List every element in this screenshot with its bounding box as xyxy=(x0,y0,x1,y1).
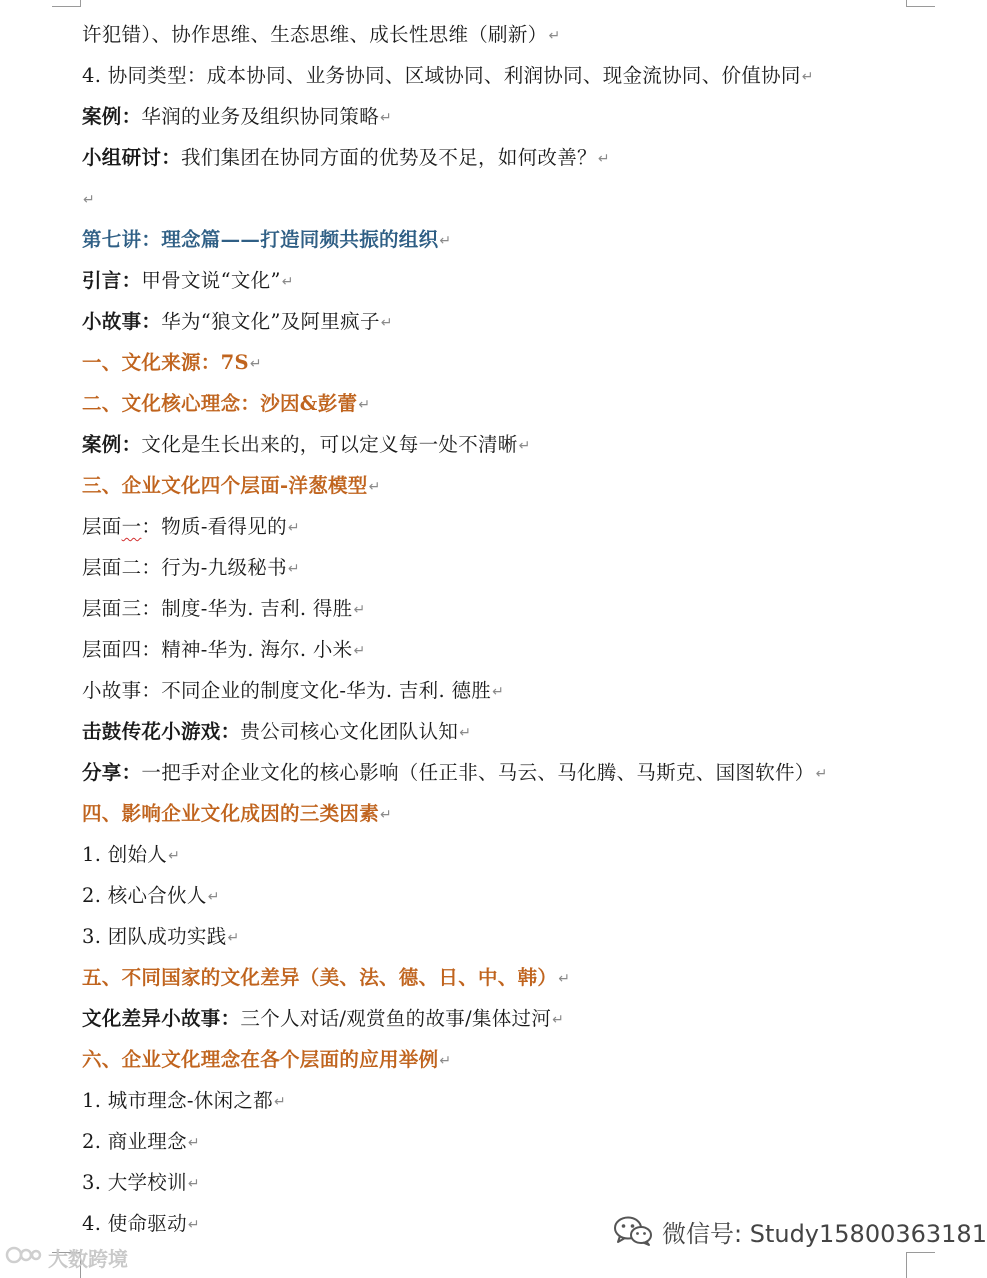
section-heading: 一、文化来源：7S xyxy=(82,351,249,374)
paragraph-mark-icon: ↵ xyxy=(187,1135,200,1151)
paragraph-text: 甲骨文说“文化” xyxy=(141,269,281,292)
document-paragraph[interactable] xyxy=(82,424,942,465)
document-paragraph[interactable] xyxy=(82,588,942,629)
paragraph-mark-icon: ↵ xyxy=(492,684,505,700)
paragraph-mark-icon: ↵ xyxy=(518,438,531,454)
document-paragraph[interactable] xyxy=(82,301,942,342)
document-paragraph[interactable] xyxy=(82,793,942,834)
paragraph-text: 4. 协同类型：成本协同、业务协同、区域协同、利润协同、现金流协同、价值协同 xyxy=(82,64,801,87)
document-paragraph[interactable] xyxy=(82,957,942,998)
paragraph-mark-icon: ↵ xyxy=(358,397,371,413)
paragraph-text: 华为“狼文化”及阿里疯子 xyxy=(161,310,380,333)
paragraph-mark-icon: ↵ xyxy=(380,110,393,126)
paragraph-mark-icon: ↵ xyxy=(368,479,381,495)
document-paragraph[interactable] xyxy=(82,219,942,260)
paragraph-mark-icon: ↵ xyxy=(380,807,393,823)
paragraph-text: 贵公司核心文化团队认知 xyxy=(240,720,459,743)
paragraph-label: 案例： xyxy=(82,105,142,128)
document-page[interactable] xyxy=(82,14,942,1244)
document-paragraph[interactable] xyxy=(82,178,942,219)
paragraph-mark-icon: ↵ xyxy=(187,1217,200,1233)
paragraph-text: 2. 核心合伙人 xyxy=(82,884,207,907)
section-heading: 三、企业文化四个层面-洋葱模型 xyxy=(82,474,368,497)
paragraph-label: 分享： xyxy=(82,761,142,784)
section-heading: 四、影响企业文化成因的三类因素 xyxy=(82,802,380,825)
brand-label: 大数跨境 xyxy=(48,1246,128,1271)
paragraph-mark-icon: ↵ xyxy=(439,1053,452,1069)
paragraph-text: 1. 城市理念-休闲之都 xyxy=(82,1089,273,1112)
paragraph-mark-icon: ↵ xyxy=(281,274,294,290)
paragraph-mark-icon: ↵ xyxy=(380,315,393,331)
wechat-id-label: 微信号: Study15800363181 xyxy=(662,1219,987,1248)
paragraph-text: ：物质-看得见的 xyxy=(141,515,287,538)
document-paragraph[interactable] xyxy=(82,465,942,506)
document-paragraph[interactable] xyxy=(82,752,942,793)
document-paragraph[interactable] xyxy=(82,14,942,55)
paragraph-label: 小故事： xyxy=(82,310,162,333)
document-paragraph[interactable] xyxy=(82,547,942,588)
document-paragraph[interactable] xyxy=(82,383,942,424)
lecture-heading: 第七讲：理念篇——打造同频共振的组织 xyxy=(82,228,439,251)
brand-watermark xyxy=(4,1242,128,1272)
document-paragraph[interactable] xyxy=(82,1080,942,1121)
document-paragraph[interactable] xyxy=(82,55,942,96)
paragraph-text: 小故事：不同企业的制度文化-华为. 吉利. 德胜 xyxy=(82,679,492,702)
paragraph-mark-icon: ↵ xyxy=(274,1094,287,1110)
paragraph-text: 层面二：行为-九级秘书 xyxy=(82,556,287,579)
paragraph-text: 许犯错）、协作思维、生态思维、成长性思维（刷新） xyxy=(82,23,548,46)
paragraph-mark-icon: ↵ xyxy=(439,233,452,249)
paragraph-mark-icon: ↵ xyxy=(168,848,181,864)
paragraph-mark-icon: ↵ xyxy=(552,1012,565,1028)
document-paragraph[interactable] xyxy=(82,260,942,301)
paragraph-text: 我们集团在协同方面的优势及不足，如何改善？ xyxy=(181,146,597,169)
paragraph-mark-icon: ↵ xyxy=(558,971,571,987)
paragraph-text: 华润的业务及组织协同策略 xyxy=(141,105,380,128)
spellcheck-marked-text: 一 xyxy=(121,515,142,538)
paragraph-mark-icon: ↵ xyxy=(815,766,828,782)
paragraph-mark-icon: ↵ xyxy=(287,561,300,577)
document-paragraph[interactable] xyxy=(82,342,942,383)
paragraph-mark-icon: ↵ xyxy=(801,69,814,85)
document-paragraph[interactable] xyxy=(82,998,942,1039)
paragraph-mark-icon: ↵ xyxy=(187,1176,200,1192)
paragraph-mark-icon: ↵ xyxy=(459,725,472,741)
document-paragraph[interactable] xyxy=(82,96,942,137)
document-paragraph[interactable] xyxy=(82,916,942,957)
page-corner-top-left xyxy=(52,0,81,7)
paragraph-label: 击鼓传花小游戏： xyxy=(82,720,241,743)
document-paragraph[interactable] xyxy=(82,1121,942,1162)
document-paragraph[interactable] xyxy=(82,711,942,752)
paragraph-mark-icon: ↵ xyxy=(249,356,262,372)
paragraph-mark-icon: ↵ xyxy=(227,930,240,946)
section-heading: 五、不同国家的文化差异（美、法、德、日、中、韩） xyxy=(82,966,558,989)
page-corner-top-right xyxy=(906,0,935,7)
paragraph-label: 小组研讨： xyxy=(82,146,182,169)
section-heading: 二、文化核心理念：沙因&彭蕾 xyxy=(82,392,358,415)
section-heading: 六、企业文化理念在各个层面的应用举例 xyxy=(82,1048,439,1071)
paragraph-text: 4. 使命驱动 xyxy=(82,1212,187,1235)
paragraph-mark-icon: ↵ xyxy=(597,151,610,167)
paragraph-mark-icon: ↵ xyxy=(287,520,300,536)
wechat-icon xyxy=(612,1215,654,1247)
paragraph-text: 2. 商业理念 xyxy=(82,1130,187,1153)
document-paragraph[interactable] xyxy=(82,1162,942,1203)
paragraph-label: 案例： xyxy=(82,433,142,456)
document-paragraph[interactable] xyxy=(82,1039,942,1080)
brand-logo-icon xyxy=(4,1244,44,1271)
paragraph-text: 3. 大学校训 xyxy=(82,1171,187,1194)
paragraph-text: 1. 创始人 xyxy=(82,843,168,866)
paragraph-text: 层面四：精神-华为. 海尔. 小米 xyxy=(82,638,353,661)
paragraph-text: 文化是生长出来的，可以定义每一处不清晰 xyxy=(141,433,518,456)
document-paragraph[interactable] xyxy=(82,137,942,178)
paragraph-text: 3. 团队成功实践 xyxy=(82,925,227,948)
paragraph-label: 文化差异小故事： xyxy=(82,1007,241,1030)
paragraph-text: 层面 xyxy=(82,515,122,538)
paragraph-text: 三个人对话/观赏鱼的故事/集体过河 xyxy=(240,1007,552,1030)
page-corner-bottom-right xyxy=(906,1252,935,1278)
paragraph-text: 层面三：制度-华为. 吉利. 得胜 xyxy=(82,597,353,620)
document-paragraph[interactable] xyxy=(82,834,942,875)
paragraph-mark-icon: ↵ xyxy=(548,28,561,44)
paragraph-label: 引言： xyxy=(82,269,142,292)
document-paragraph[interactable] xyxy=(82,670,942,711)
paragraph-mark-icon: ↵ xyxy=(353,643,366,659)
paragraph-text: 一把手对企业文化的核心影响（任正非、马云、马化腾、马斯克、国图软件） xyxy=(141,761,815,784)
document-paragraph[interactable] xyxy=(82,629,942,670)
wechat-watermark xyxy=(612,1213,987,1249)
paragraph-mark-icon: ↵ xyxy=(83,192,96,208)
document-paragraph[interactable] xyxy=(82,506,942,547)
paragraph-mark-icon: ↵ xyxy=(207,889,220,905)
document-paragraph[interactable] xyxy=(82,875,942,916)
paragraph-mark-icon: ↵ xyxy=(353,602,366,618)
